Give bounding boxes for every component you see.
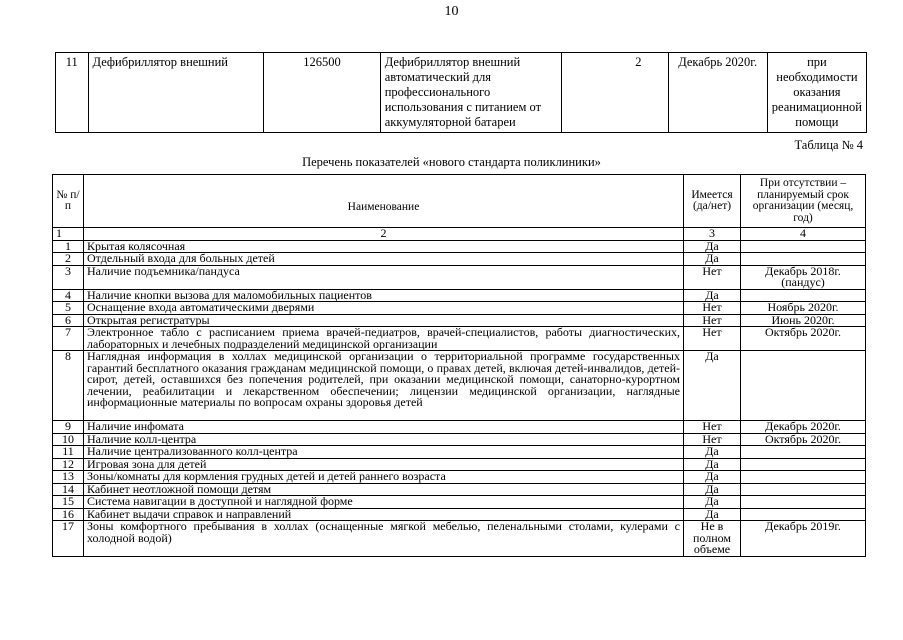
indicator-availability: Нет: [684, 314, 741, 327]
header-row: [53, 175, 866, 228]
indicator-name: Открытая регистратуры: [84, 314, 684, 327]
indicator-name: Зоны комфортного пребывания в холлах (оснащенные мягкой мебелью, пеленальными столами, кулерами с холодной водой): [84, 521, 684, 557]
row-number: 12: [53, 458, 84, 471]
table-row: [53, 521, 866, 557]
indicator-plan-date: Октябрь 2020г.: [741, 433, 866, 446]
indicator-name: Наличие колл-центра: [84, 433, 684, 446]
indicator-name: Крытая колясочная: [84, 240, 684, 253]
indicator-name: Наличие инфомата: [84, 421, 684, 434]
indicator-availability: Да: [684, 496, 741, 509]
indicator-plan-date: Октябрь 2020г.: [741, 327, 866, 351]
indicator-availability: Нет: [684, 433, 741, 446]
table-row: [53, 351, 866, 421]
indicator-name: Наличие кнопки вызова для маломобильных пациентов: [84, 289, 684, 302]
table-row: [53, 327, 866, 351]
row-number: 13: [53, 471, 84, 484]
header-name: Наименование: [84, 175, 684, 228]
header-plan: При отсутствии – планируемый срок организации (месяц, год): [741, 175, 866, 228]
header-has: Имеется (да/нет): [684, 175, 741, 228]
table-row: [53, 265, 866, 289]
equipment-date: Декабрь 2020г.: [668, 53, 767, 133]
indicator-plan-date: [741, 483, 866, 496]
indicator-availability: Не в полном объеме: [684, 521, 741, 557]
row-number: 5: [53, 302, 84, 315]
indicator-plan-date: Декабрь 2020г.: [741, 421, 866, 434]
row-number: 16: [53, 508, 84, 521]
indicator-availability: Да: [684, 483, 741, 496]
equipment-note: при необходимости оказания реанимационной помощи: [767, 53, 866, 133]
row-number: 11: [53, 446, 84, 459]
indicator-name: Зоны/комнаты для кормления грудных детей и детей раннего возраста: [84, 471, 684, 484]
indicator-availability: Нет: [684, 421, 741, 434]
row-number: 8: [53, 351, 84, 421]
indicator-plan-date: Июнь 2020г.: [741, 314, 866, 327]
indicator-availability: Да: [684, 253, 741, 266]
indicator-availability: Да: [684, 508, 741, 521]
row-number: 9: [53, 421, 84, 434]
indicator-name: Кабинет неотложной помощи детям: [84, 483, 684, 496]
indicators-table: [52, 174, 866, 557]
indicator-availability: Да: [684, 458, 741, 471]
indicator-name: Отдельный входа для больных детей: [84, 253, 684, 266]
equipment-description: Дефибриллятор внешний автоматический для профессионального использования с питанием от аккумуляторной батареи: [380, 53, 561, 133]
indicator-name: Кабинет выдачи справок и направлений: [84, 508, 684, 521]
indicator-availability: Нет: [684, 265, 741, 289]
indicator-plan-date: [741, 240, 866, 253]
indicator-name: Наличие централизованного колл-центра: [84, 446, 684, 459]
row-number: 7: [53, 327, 84, 351]
row-number: 11: [56, 53, 89, 133]
indicator-plan-date: [741, 496, 866, 509]
column-number: 3: [684, 228, 741, 241]
indicator-name: Наличие подъемника/пандуса: [84, 265, 684, 289]
row-number: 4: [53, 289, 84, 302]
indicator-availability: Да: [684, 351, 741, 421]
table-caption: Таблица № 4: [794, 138, 863, 152]
indicator-availability: Да: [684, 471, 741, 484]
row-number: 14: [53, 483, 84, 496]
indicator-plan-date: [741, 446, 866, 459]
indicator-name: Оснащение входа автоматическими дверями: [84, 302, 684, 315]
indicator-availability: Да: [684, 289, 741, 302]
equipment-price: 126500: [264, 53, 380, 133]
table-title: Перечень показателей «нового стандарта поликлиники»: [302, 155, 601, 169]
indicator-availability: Нет: [684, 302, 741, 315]
indicator-name: Наглядная информация в холлах медицинской организации о территориальной программе государственных гарантий бесплатного оказания гражданам медицинской помощи, о правах детей, включая детей-инвалидов, детей-сирот, детей, оставшихся без попечения родителей, при оказании медицинской помощи, санаторно-курортном лечении, реабилитации и лекарственном обеспечении; лицензии медицинской организации, наглядные информационные материалы по вопросам охраны здоровья детей: [84, 351, 684, 421]
header-num: № п/п: [53, 175, 84, 228]
indicator-plan-date: [741, 351, 866, 421]
indicator-plan-date: [741, 471, 866, 484]
indicator-plan-date: Декабрь 2019г.: [741, 521, 866, 557]
row-number: 6: [53, 314, 84, 327]
indicator-name: Система навигации в доступной и наглядной форме: [84, 496, 684, 509]
indicator-name: Игровая зона для детей: [84, 458, 684, 471]
row-number: 15: [53, 496, 84, 509]
indicator-rows: [53, 240, 866, 556]
equipment-name: Дефибриллятор внешний: [88, 53, 264, 133]
equipment-table: [55, 52, 867, 133]
column-number: 1: [53, 228, 84, 241]
row-number: 2: [53, 253, 84, 266]
row-number: 1: [53, 240, 84, 253]
column-number: 4: [741, 228, 866, 241]
indicator-availability: Да: [684, 446, 741, 459]
indicator-plan-date: Ноябрь 2020г.: [741, 302, 866, 315]
indicator-availability: Нет: [684, 327, 741, 351]
indicator-plan-date: Декабрь 2018г. (пандус): [741, 265, 866, 289]
equipment-quantity: 2: [562, 53, 668, 133]
column-number: 2: [84, 228, 684, 241]
row-number: 3: [53, 265, 84, 289]
page-number: 10: [444, 4, 459, 19]
row-number: 17: [53, 521, 84, 557]
table-row: [56, 53, 867, 133]
indicator-availability: Да: [684, 240, 741, 253]
indicator-name: Электронное табло с расписанием приема врачей-педиатров, врачей-специалистов, работы диагностических, лабораторных и лечебных подразделений медицинской организации: [84, 327, 684, 351]
row-number: 10: [53, 433, 84, 446]
indicator-plan-date: [741, 458, 866, 471]
